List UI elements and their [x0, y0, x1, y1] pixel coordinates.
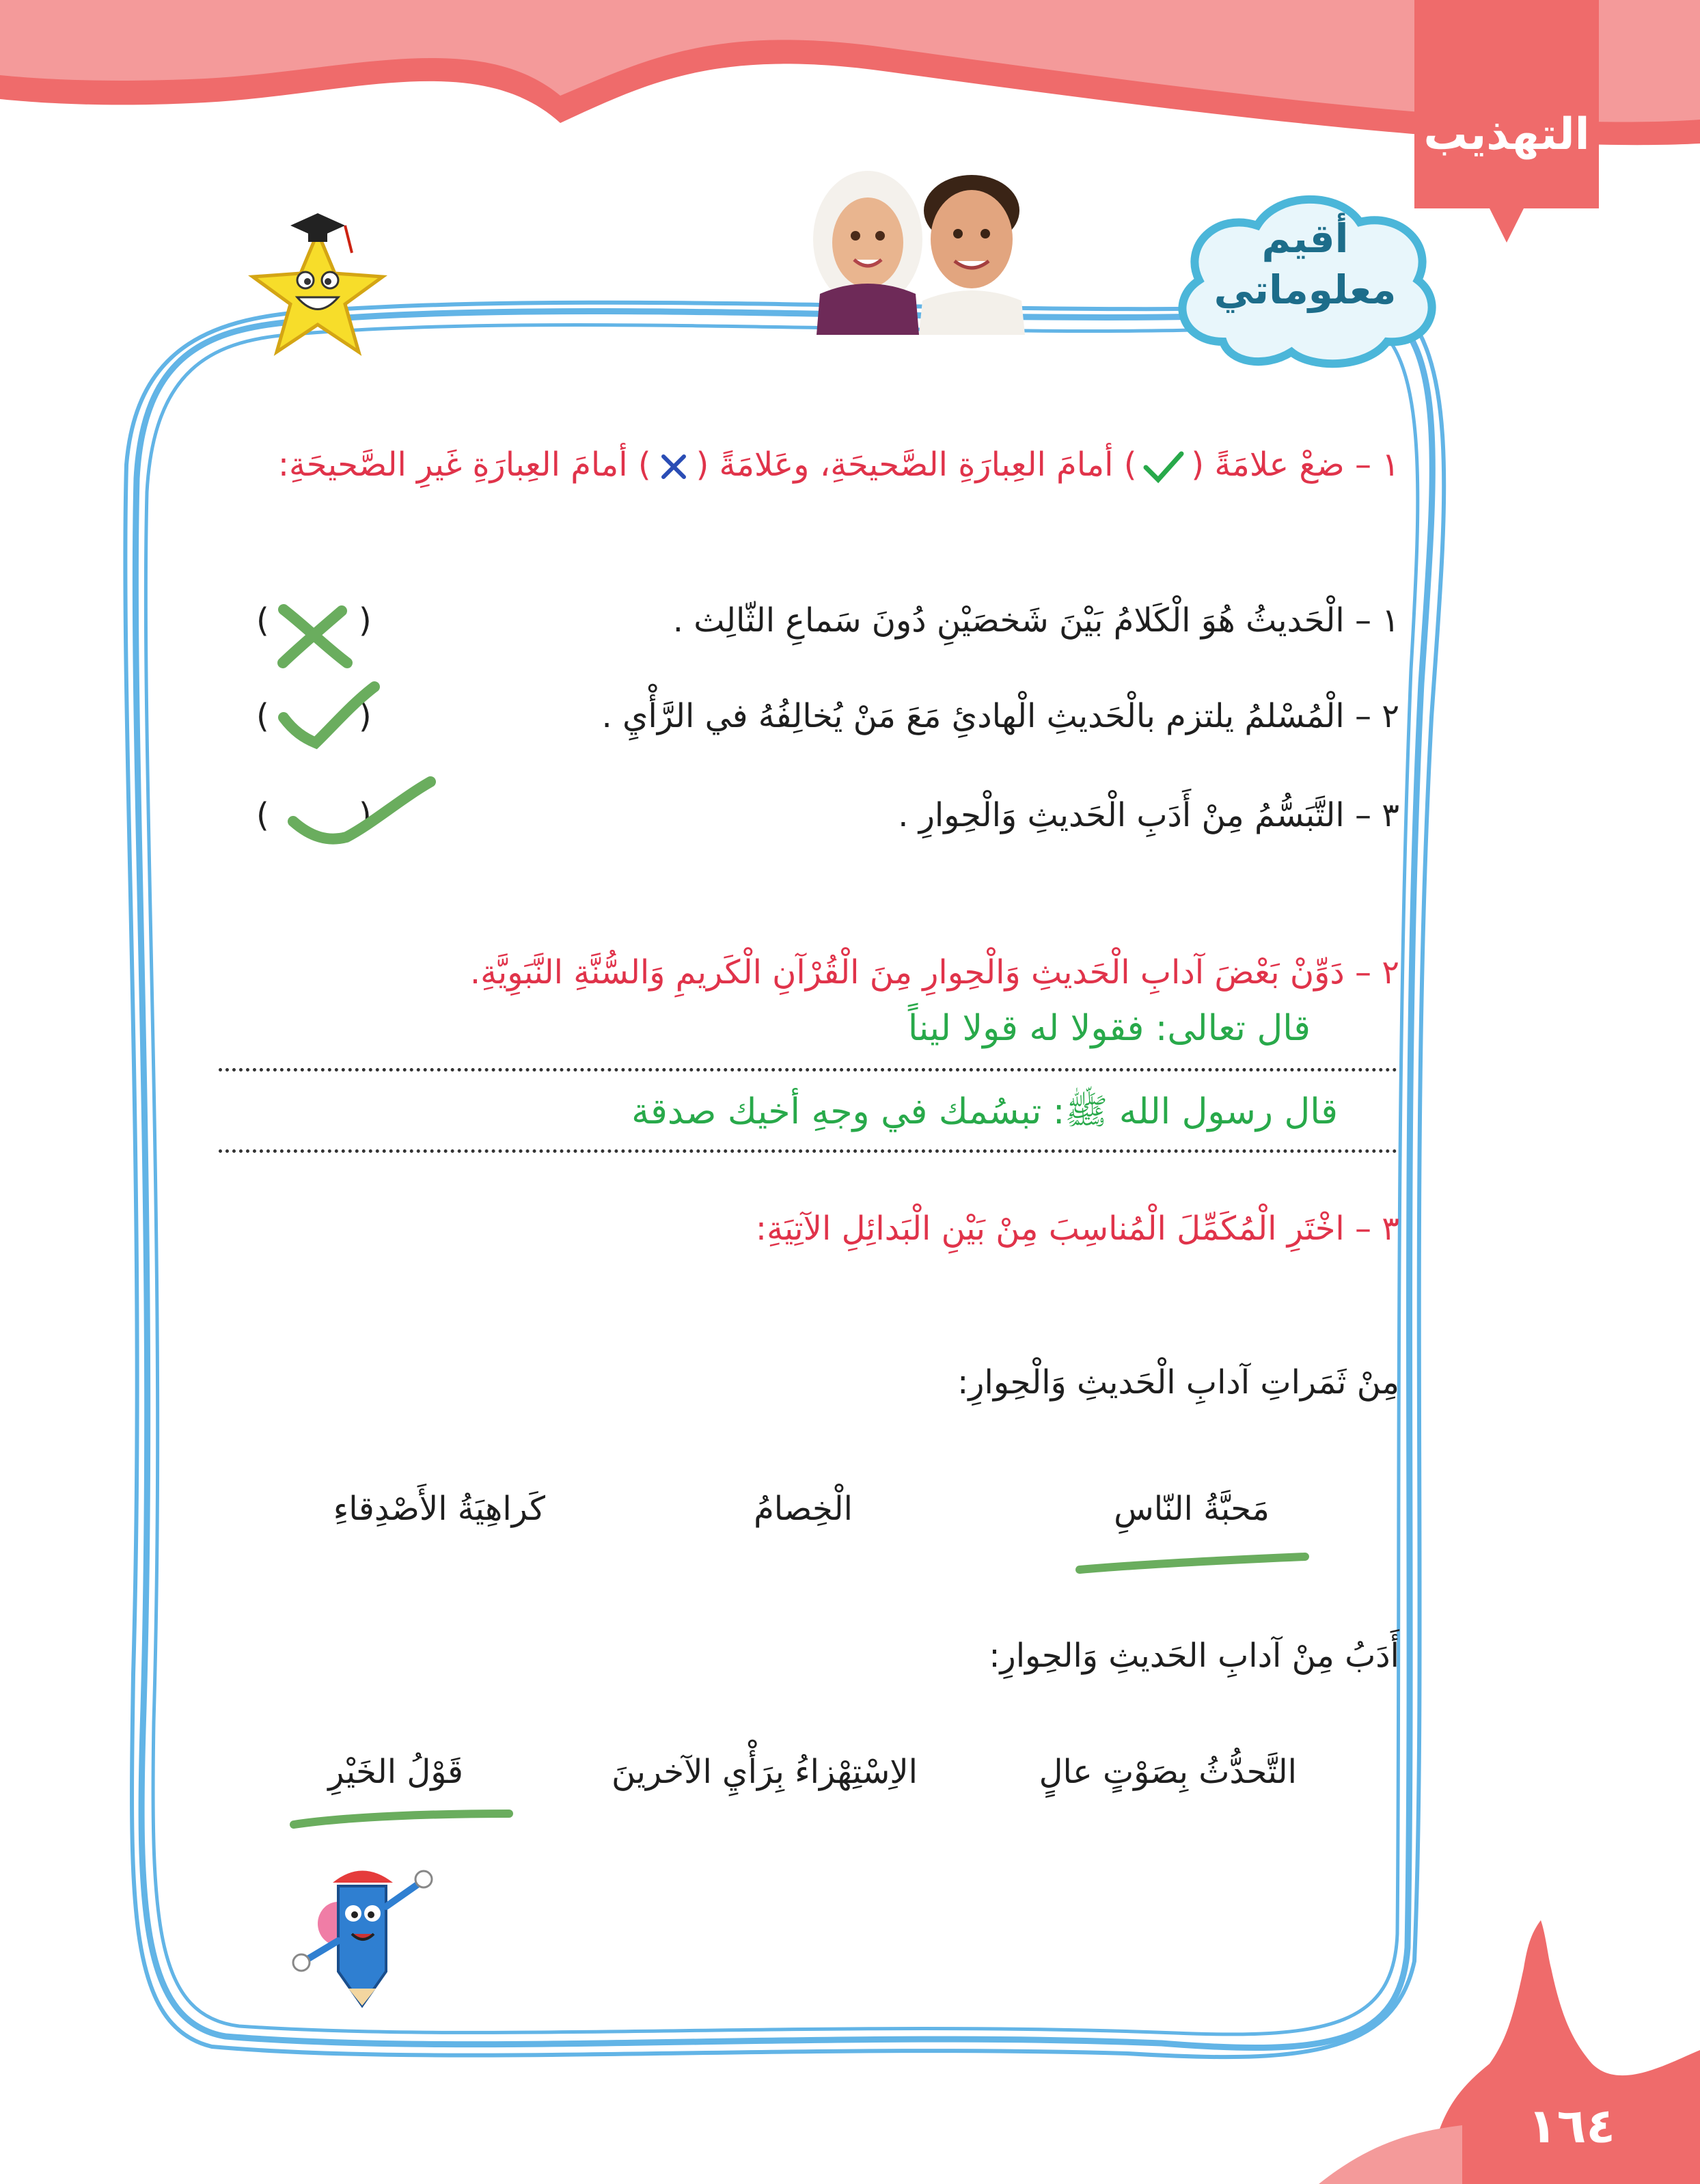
selection-underline-1: [1073, 1546, 1312, 1580]
paren-open-1: (: [359, 601, 372, 640]
paren-close-2: ): [256, 697, 269, 735]
q1-instruction: [278, 446, 1399, 484]
q1-instruction-part1: ١ – ضعْ علامَةً (: [1191, 446, 1399, 484]
cross-icon: [657, 450, 691, 484]
paren-open-2: (: [359, 697, 372, 735]
badge-line-2: معلوماتي: [1214, 267, 1397, 313]
selection-underline-2: [287, 1804, 519, 1838]
q3-option-2a: التَّحدُّثُ بِصَوْتٍ عالٍ: [1039, 1753, 1297, 1791]
section-badge: [1162, 185, 1449, 383]
pencil-mascot: [290, 1859, 441, 2016]
paren-close-1: ): [256, 601, 269, 640]
answer-check-mark-2: [273, 680, 383, 755]
q3-option-2b: الاِسْتِهْزاءُ بِرَأْيِ الآخرينَ: [612, 1753, 918, 1791]
q3-option-1b: الْخِصامُ: [754, 1490, 853, 1528]
answer-line-2: [219, 1149, 1397, 1153]
sketch-frame: [125, 301, 1444, 2057]
badge-line-1: أقيم: [1261, 215, 1349, 262]
q2-answer-2: قال رسول الله ﷺ: تبسُمك في وجهِ أخيك صدقة: [631, 1091, 1338, 1132]
paren-close-3: ): [256, 796, 269, 834]
q2-answer-1: قال تعالى: فقولا له قولا ليناً: [907, 1008, 1311, 1049]
q3-option-1a: مَحبَّةُ النّاسِ: [1114, 1490, 1270, 1528]
q2-instruction: ٢ – دَوِّنْ بَعْضَ آدابِ الْحَديثِ وَالْحِوارِ مِنَ الْقُرْآنِ الْكَريمِ وَالسُّنَّةِ النَّبَوِيَّةِ.: [469, 953, 1399, 992]
kids-portrait: [793, 157, 1039, 335]
subject-title: التهذيب: [1423, 109, 1590, 160]
q1-instruction-part2: ) أمامَ العِبارَةِ الصَّحيحَةِ، وعَلامَةً (: [696, 446, 1137, 484]
q3-option-1c: كَراهِيَةُ الأَصْدِقاءِ: [333, 1490, 545, 1528]
q3-prompt-2: أَدَبُ مِنْ آدابِ الحَديثِ وَالحِوارِ:: [989, 1637, 1399, 1675]
q1-instruction-part3: ) أمامَ العِبارَةِ غَيرِ الصَّحيحَةِ:: [277, 446, 651, 484]
q1-statement-2: ٢ – الْمُسْلمُ يلتزم بالْحَديثِ الْهادئِ مَعَ مَنْ يُخالِفُهُ في الرَّأْيِ .: [601, 697, 1399, 735]
bottom-wave: [1319, 2125, 1462, 2184]
q1-statement-1: ١ – الْحَديثُ هُوَ الْكَلامُ بَيْنَ شَخصَيْنِ دُونَ سَماعِ الثّالِث .: [672, 601, 1399, 640]
paren-open-3: (: [359, 796, 372, 834]
check-icon: [1142, 450, 1185, 484]
q3-prompt-1: مِنْ ثَمَراتِ آدابِ الْحَديثِ وَالْحِوارِ:: [957, 1363, 1399, 1402]
answer-cross-mark: [273, 601, 355, 670]
page-number: ١٦٤: [1527, 2098, 1616, 2154]
q3-option-2c: قَوْلُ الخَيْرِ: [328, 1753, 463, 1791]
answer-line-1: [219, 1068, 1397, 1071]
q3-instruction: ٣ – اخْتَرِ الْمُكَمِّلَ الْمُناسِبَ مِنْ بَيْنِ الْبَدائِلِ الآتِيَةِ:: [755, 1210, 1399, 1248]
q1-statement-3: ٣ – التَّبَسُّمُ مِنْ أَدَبِ الْحَديثِ وَالْحِوارِ .: [898, 796, 1399, 834]
graduation-star-mascot: [243, 205, 393, 362]
answer-check-mark-3: [284, 772, 441, 854]
